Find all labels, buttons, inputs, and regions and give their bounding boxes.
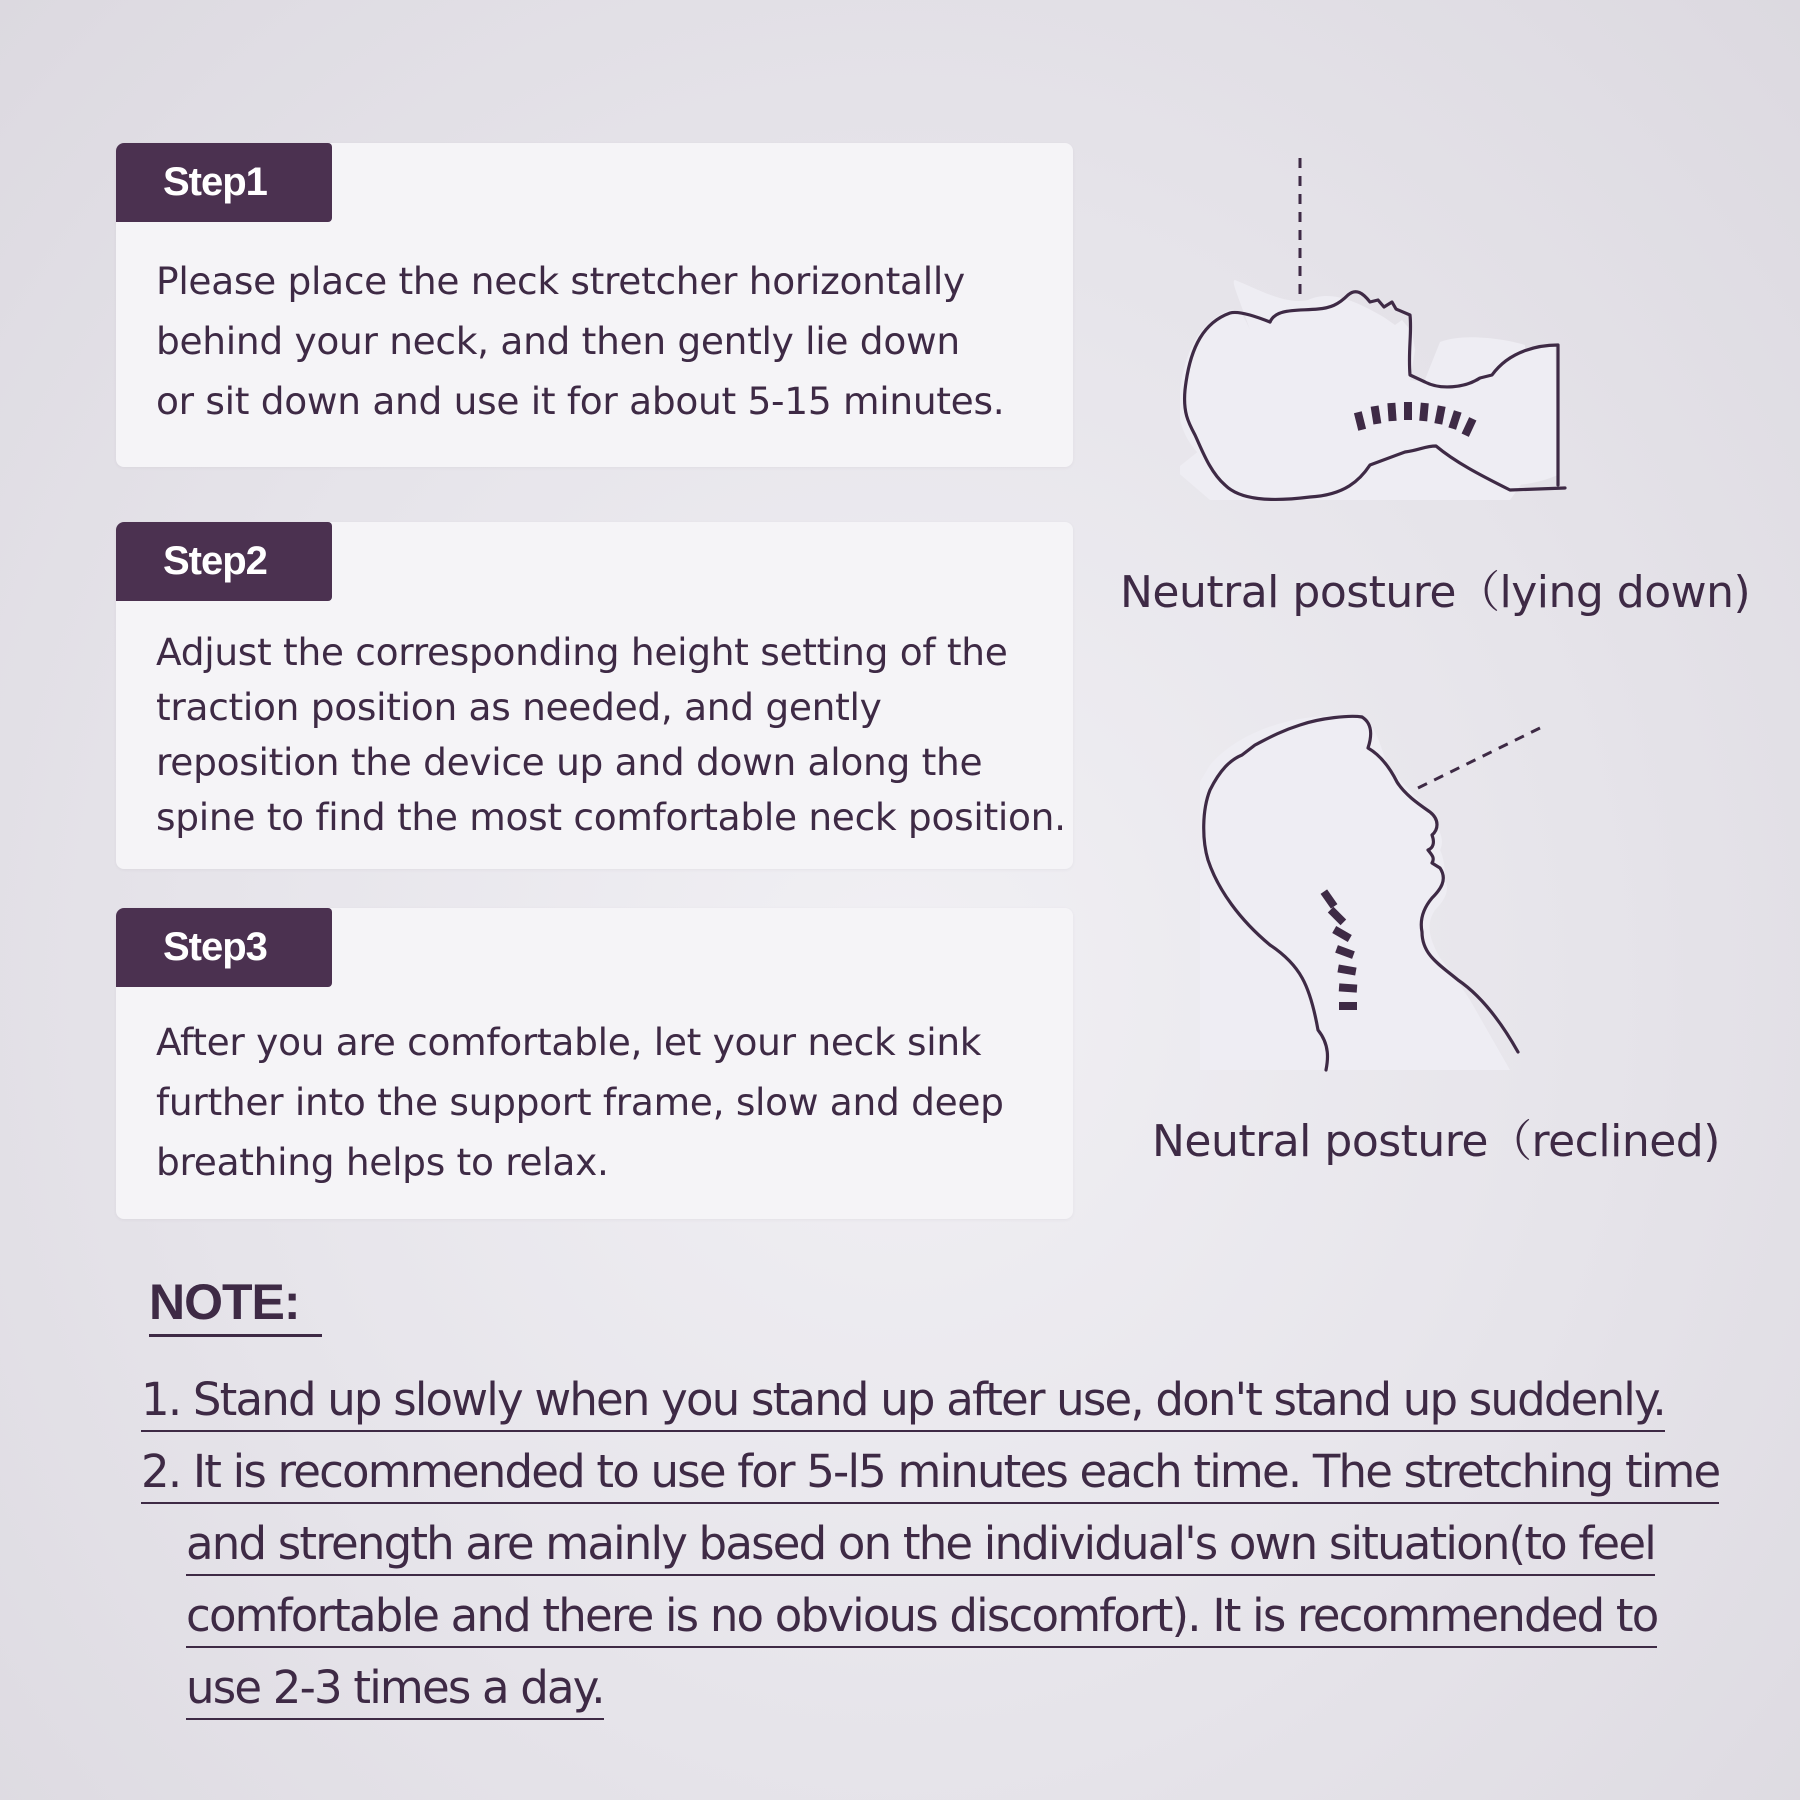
step-2-text: Adjust the corresponding height setting of the traction position as needed, and gently reposition the device up and down along the spine to find the most comfortable neck position.: [156, 630, 1066, 839]
step-3-label: Step3: [116, 908, 332, 987]
note-line-3: and strength are mainly based on the individual's own situation(to feel: [186, 1514, 1655, 1576]
step-2-card: [116, 522, 1073, 869]
caption-lying-down: Neutral posture（lying down): [1120, 567, 1751, 618]
note-line-5: use 2-3 times a day.: [186, 1658, 604, 1720]
step-2-label: Step2: [116, 522, 332, 601]
note-line-2: 2. It is recommended to use for 5-l5 minutes each time. The stretching time: [141, 1442, 1719, 1504]
step-1-text: Please place the neck stretcher horizontally behind your neck, and then gently lie down or sit down and use it for about 5-15 minutes.: [156, 259, 1005, 423]
step-3-card: [116, 908, 1073, 1219]
reclined-head-profile-icon: [1200, 700, 1560, 1080]
note-title: NOTE:: [149, 1270, 322, 1337]
note-line-4: comfortable and there is no obvious discomfort). It is recommended to: [186, 1586, 1657, 1648]
caption-reclined: Neutral posture（reclined): [1152, 1116, 1720, 1167]
step-3-text: After you are comfortable, let your neck sink further into the support frame, slow and deep breathing helps to relax.: [156, 1020, 1004, 1184]
lying-head-profile-icon: [1180, 150, 1620, 510]
note-line-1: 1. Stand up slowly when you stand up after use, don't stand up suddenly.: [141, 1370, 1665, 1432]
step-1-card: [116, 143, 1073, 467]
step-1-label: Step1: [116, 143, 332, 222]
